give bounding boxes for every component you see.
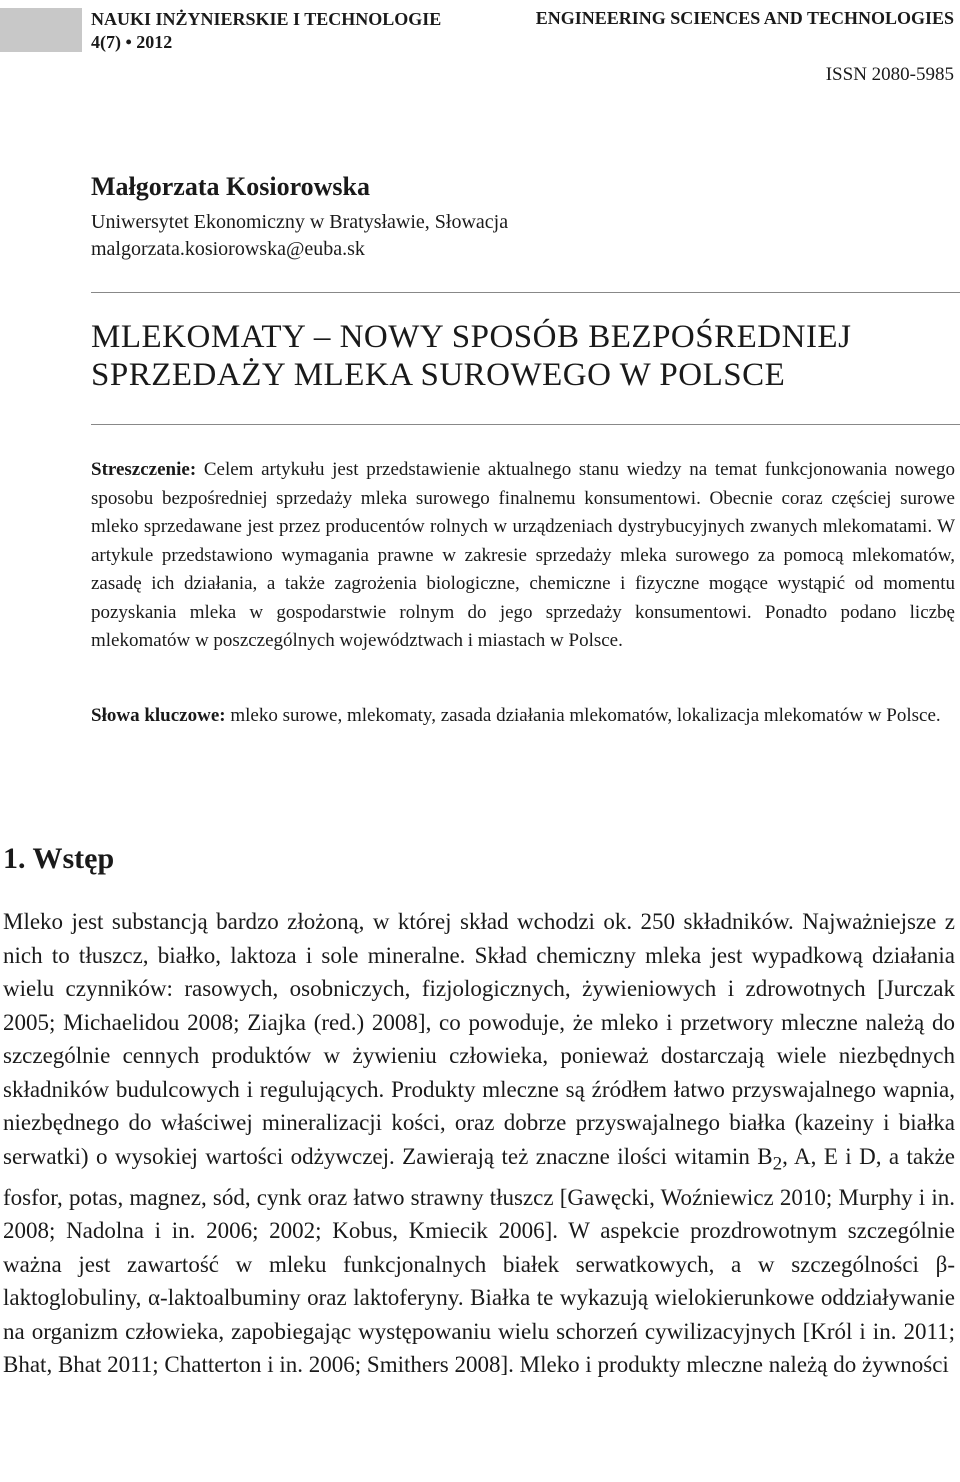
journal-name-en: ENGINEERING SCIENCES AND TECHNOLOGIES — [535, 8, 954, 28]
title-line-1: MLEKOMATY – NOWY SPOSÓB BEZPOŚREDNIEJ — [91, 319, 852, 355]
keywords-label: Słowa kluczowe: — [91, 705, 226, 726]
divider-top — [91, 292, 960, 293]
section-heading: 1. Wstęp — [3, 842, 115, 875]
author-name: Małgorzata Kosiorowska — [91, 172, 370, 201]
keywords-text: mleko surowe, mlekomaty, zasada działania mlekomatów, lokalizacja mlekomatów w Polsce. — [230, 705, 941, 726]
keywords — [91, 702, 955, 731]
abstract-text: Celem artykułu jest przedstawienie aktualnego stanu wiedzy na temat funkcjonowania nowego sposobu bezpośredniej sprzedaży mleka surowego finalnemu konsumentowi. Obecnie coraz częściej surowe mleko sprzedawane jest przez producentów rolnych w urządzeniach dystrybucyjnych zwanych mlekomatami. W artykule przedstawiono wymagania prawne w zakresie sprzedaży mleka surowego za pomocą mlekomatów, zasadę ich działania, a także zagrożenia biologiczne, chemiczne i fizyczne mogące wystąpić od momentu pozyskania mleka w gospodarstwie rolnym do jego sprzedaży konsumentowi. Ponadto podano liczbę mlekomatów w poszczególnych województwach i miastach w Polsce. — [91, 459, 955, 651]
abstract-label: Streszczenie: — [91, 459, 197, 480]
header-gray-block — [0, 8, 82, 52]
section-body — [3, 905, 955, 1382]
running-header — [0, 0, 960, 60]
issn: ISSN 2080-5985 — [825, 64, 954, 85]
divider-bottom — [91, 424, 960, 425]
body-text-b: , A, E i D, a także fosfor, potas, magnez, sód, cynk oraz łatwo strawny tłuszcz [Gawęcki, Woźniewicz 2010; Murphy i in. 2008; Nadolna i in. 2006; 2002; Kobus, Kmiecik 2006]. W aspekcie prozdrowotnym szczególnie ważna jest zawartość w mleku funkcjonalnych białek serwatkowych, a w szczególności β-laktoglobuliny, α-laktoalbuminy oraz laktoferyny. Białka te wykazują wielokierunkowe oddziaływanie na organizm człowieka, zapobiegając występowaniu wielu schorzeń cywilizacyjnych [Król i in. 2011; Bhat, Bhat 2011; Chatterton i in. 2006; Smithers 2008]. Mleko i produkty mleczne należą do żywności — [3, 1143, 955, 1378]
abstract — [91, 456, 955, 656]
article-title — [91, 318, 960, 394]
author-info — [91, 209, 508, 263]
body-text-a: Mleko jest substancją bardzo złożoną, w której skład wchodzi ok. 250 składników. Najważniejsze z nich to tłuszcz, białko, laktoza i sole mineralne. Skład chemiczny mleka jest wypadkową działania wielu czynników: rasowych, osobniczych, fizjologicznych, żywieniowych i zdrowotnych [Jurczak 2005; Michaelidou 2008; Ziajka (red.) 2008], co powoduje, że mleko i przetwory mleczne należą do szczególnie cennych produktów w żywieniu człowieka, ponieważ dostarczają wiele niezbędnych składników budulcowych i regulujących. Produkty mleczne są źródłem łatwo przyswajalnego wapnia, niezbędnego do właściwej mineralizacji kości, oraz dobrze przyswajalnego białka (kazeiny i białka serwatki) o wysokiej wartości odżywczej. Zawierają też znaczne ilości witamin B — [3, 909, 955, 1169]
journal-name-pl: NAUKI INŻYNIERSKIE I TECHNOLOGIE — [91, 9, 442, 29]
journal-header-left — [91, 8, 441, 54]
journal-issue: 4(7) • 2012 — [91, 32, 173, 52]
author-email[interactable]: malgorzata.kosiorowska@euba.sk — [91, 238, 365, 260]
title-line-2: SPRZEDAŻY MLEKA SUROWEGO W POLSCE — [91, 357, 786, 393]
vitamin-subscript: 2 — [772, 1153, 783, 1175]
author-affiliation: Uniwersytet Ekonomiczny w Bratysławie, Słowacja — [91, 211, 509, 233]
